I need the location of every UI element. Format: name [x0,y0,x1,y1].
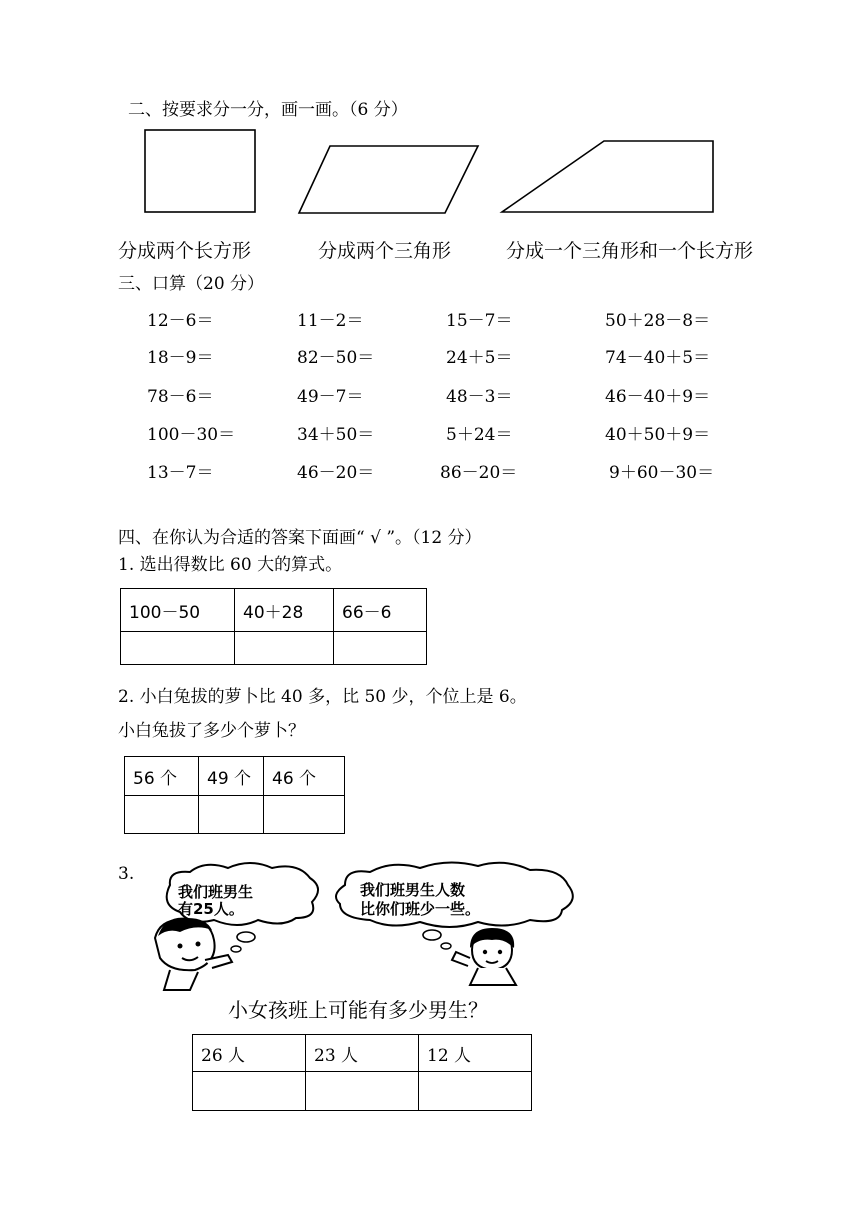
calc-item: 46－20＝ [297,463,375,483]
q2-option: 46 个 [264,757,345,796]
calc-item: 50＋28－8＝ [605,311,711,331]
calc-item: 11－2＝ [297,311,364,331]
q2-line1: 2. 小白兔拔的萝卜比 40 多，比 50 少，个位上是 6。 [118,687,527,707]
girl-bubble-line2: 比你们班少一些。 [360,900,481,918]
calc-item: 5＋24＝ [446,425,513,445]
calc-item: 74－40＋5＝ [605,348,711,368]
calc-item: 18－9＝ [147,348,214,368]
calc-item: 100－30＝ [147,425,236,445]
q3-answer-cell[interactable] [193,1072,306,1111]
calc-item: 46－40＋9＝ [605,387,711,407]
caption-two-triangles: 分成两个三角形 [318,240,452,262]
q3-answer-cell[interactable] [306,1072,419,1111]
calc-item: 49－7＝ [297,387,364,407]
calc-item: 40＋50＋9＝ [605,425,711,445]
calc-item: 24＋5＝ [446,348,513,368]
girl-figure [452,928,516,985]
q2-option: 49 个 [199,757,264,796]
q1-option: 40＋28 [235,589,334,632]
q3-question: 小女孩班上可能有多少男生？ [228,998,488,1022]
boy-bubble-line1: 我们班男生 [178,883,254,901]
calc-item: 82－50＝ [297,348,375,368]
q3-answer-cell[interactable] [419,1072,532,1111]
section4-heading: 四、在你认为合适的答案下面画“ √ ”。（12 分） [118,528,482,548]
section3-heading: 三、口算（20 分） [118,274,265,294]
q1-text: 1. 选出得数比 60 大的算式。 [118,555,343,575]
calc-item: 34＋50＝ [297,425,375,445]
q3-option: 26 人 [193,1035,306,1072]
q2-line2: 小白兔拔了多少个萝卜？ [118,721,305,741]
q3-option: 23 人 [306,1035,419,1072]
caption-triangle-and-rectangle: 分成一个三角形和一个长方形 [506,240,754,262]
calc-item: 13－7＝ [147,463,214,483]
q1-option: 100－50 [121,589,235,632]
q3-answer-table [192,1034,532,1111]
calc-item: 12－6＝ [147,311,214,331]
girl-bubble-line1: 我们班男生人数 [360,881,466,899]
calc-item: 15－7＝ [446,311,513,331]
calc-item: 86－20＝ [440,463,518,483]
calc-item: 48－3＝ [446,387,513,407]
q3-option: 12 人 [419,1035,532,1072]
caption-two-rectangles: 分成两个长方形 [118,240,252,262]
section2-heading: 二、按要求分一分，画一画。（6 分） [128,100,408,120]
q3-label: 3. [118,864,135,884]
calc-item: 78－6＝ [147,387,214,407]
q2-option: 56 个 [125,757,199,796]
q1-option: 66－6 [334,589,427,632]
boy-bubble-line2: 有25人。 [178,900,244,918]
boy-figure [155,918,232,990]
calc-item: 9＋60－30＝ [609,463,715,483]
